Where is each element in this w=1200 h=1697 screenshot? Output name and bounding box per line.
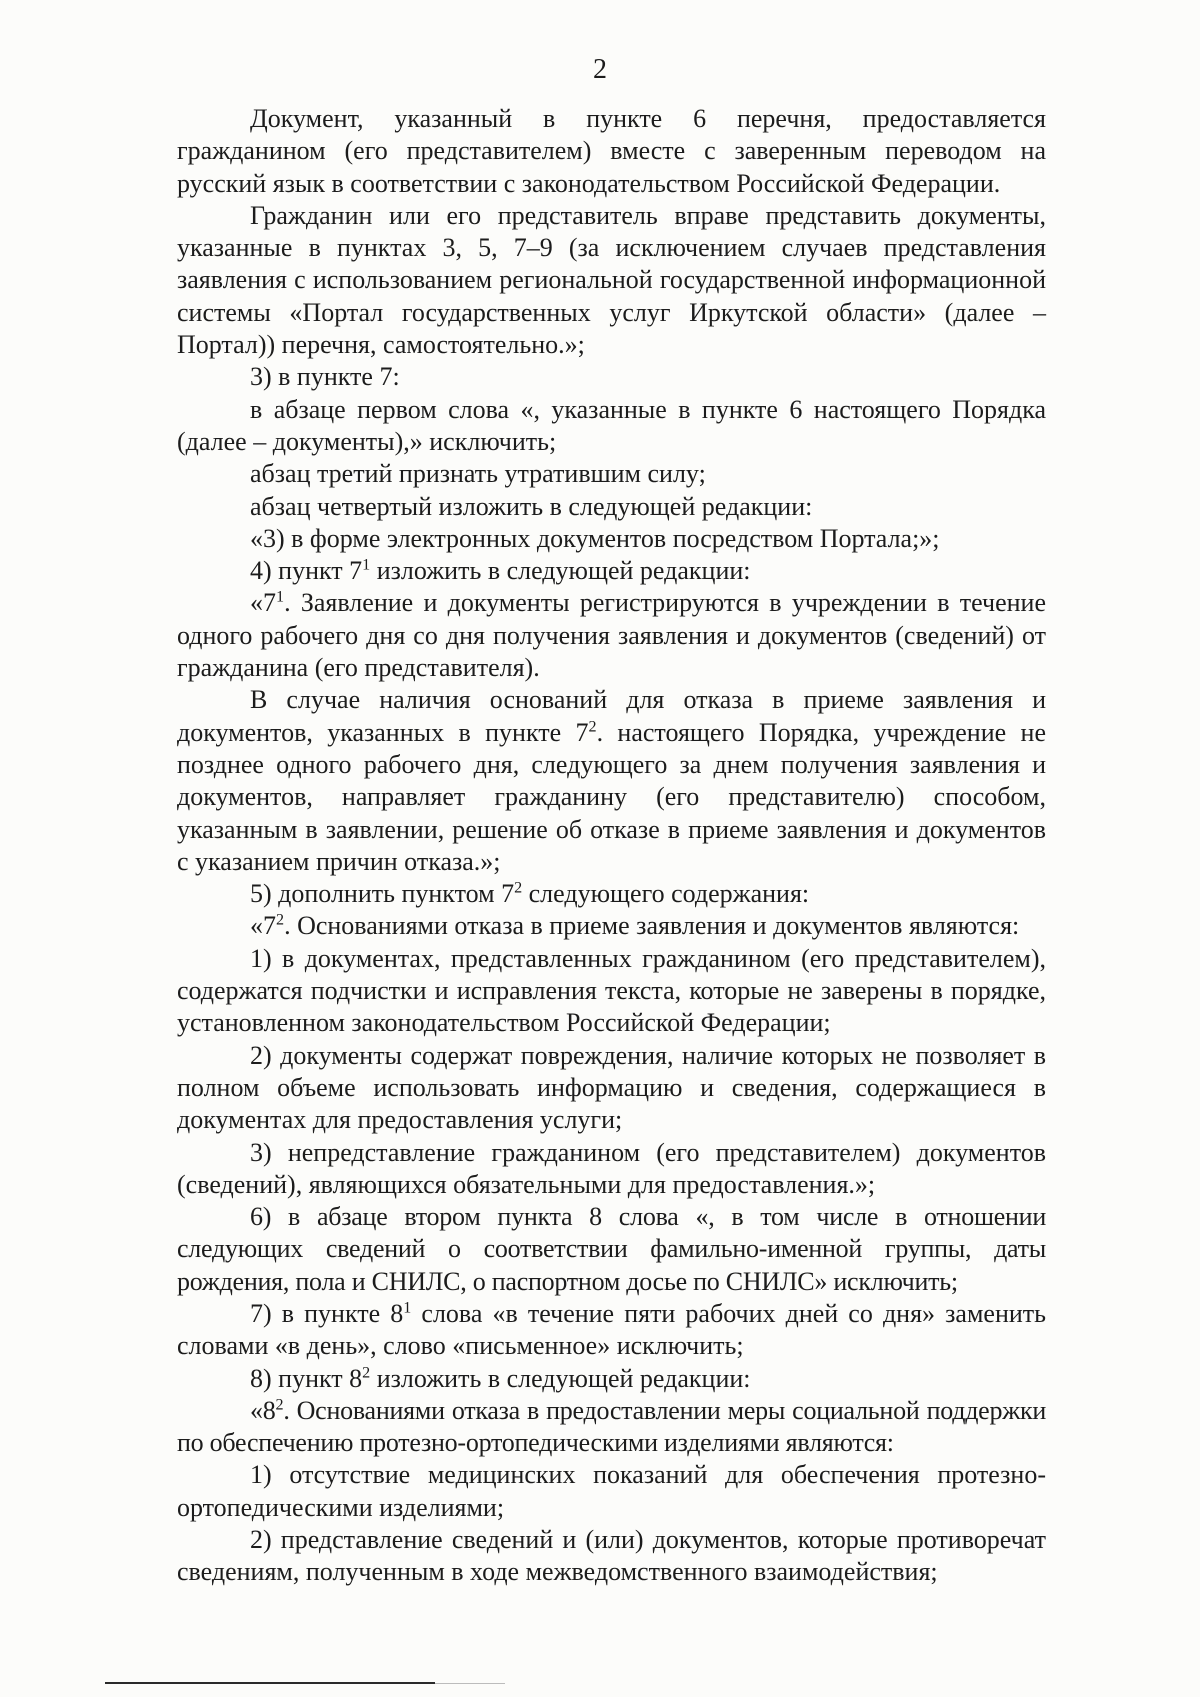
paragraph-text: . Основаниями отказа в предоставлении меры социальной поддержки по обеспечению протезно-ортопедическими изделиями являются: [177, 1395, 1046, 1458]
paragraph-text: изложить в следующей редакции: [370, 556, 751, 586]
paragraph-text: . Заявление и документы регистрируются в учреждении в течение одного рабочего дня со дня получения заявления и документов (сведений) от гражданина (его представителя). [177, 588, 1046, 683]
paragraph-text: В случае наличия оснований для отказа в приеме заявления и документов, указанных в пункте 7 [177, 685, 1046, 747]
paragraph [177, 103, 1046, 200]
paragraph [177, 587, 1046, 684]
document-body [177, 103, 1046, 1589]
paragraph [177, 878, 1046, 910]
paragraph-text: абзац третий признать утратившим силу; [250, 459, 706, 489]
paragraph-text: 2) представление сведений и (или) документов, которые противоречат сведениям, полученным в ходе межведомственного взаимодействия; [177, 1525, 1046, 1587]
paragraph-text: 8) пункт 8 [250, 1363, 363, 1393]
paragraph [177, 200, 1046, 361]
paragraph-text: «8 [250, 1395, 276, 1425]
paragraph-text: «7 [250, 911, 276, 941]
superscript: 2 [276, 911, 285, 929]
paragraph-text: изложить в следующей редакции: [370, 1363, 751, 1393]
page-number: 2 [593, 54, 607, 85]
paragraph [177, 1040, 1046, 1137]
paragraph [177, 684, 1046, 878]
paragraph-text: 5) дополнить пунктом 7 [250, 879, 515, 909]
paragraph [177, 1137, 1046, 1202]
paragraph-text: 1) в документах, представленных гражданином (его представителем), содержатся подчистки и исправления текста, которые не заверены в порядке, установленном законодательством Российской Федерации; [177, 943, 1046, 1038]
paragraph-text: абзац четвертый изложить в следующей редакции: [250, 491, 813, 521]
paragraph-text: Документ, указанный в пункте 6 перечня, предоставляется гражданином (его представителем) вместе с заверенным переводом на русский язык в соответствии с законодательством Российской Федерации. [177, 104, 1046, 198]
paragraph [177, 910, 1046, 942]
superscript: 2 [588, 717, 597, 735]
paragraph-text: «7 [250, 588, 276, 618]
paragraph [177, 1459, 1046, 1524]
paragraph [177, 458, 1046, 490]
paragraph [177, 943, 1046, 1040]
paragraph-text: следующего содержания: [522, 879, 810, 909]
paragraph [177, 1395, 1046, 1460]
paragraph-text: 6) в абзаце втором пункта 8 слова «, в том числе в отношении следующих сведений о соответствии фамильно-именной группы, даты рождения, пола и СНИЛС, о паспортном досье по СНИЛС» исключить; [177, 1202, 1046, 1296]
paragraph-text: 4) пункт 7 [250, 556, 363, 586]
paragraph-text: в абзаце первом слова «, указанные в пункте 6 настоящего Порядка (далее – документы),» исключить; [177, 394, 1046, 456]
paragraph-text: 1) отсутствие медицинских показаний для обеспечения протезно-ортопедическими изделиями; [177, 1460, 1046, 1522]
bottom-rule-faint [435, 1683, 505, 1684]
paragraph-text: 2) документы содержат повреждения, наличие которых не позволяет в полном объеме использовать информацию и сведения, содержащиеся в документах для предоставления услуги; [177, 1040, 1046, 1135]
paragraph-text: Гражданин или его представитель вправе представить документы, указанные в пунктах 3, 5, 7–9 (за исключением случаев представления заявления с использованием региональной государственной информационной системы «Портал государственных услуг Иркутской области» (далее – Портал)) перечня, самостоятельно.»; [177, 200, 1046, 360]
paragraph-text: 3) в пункте 7: [250, 362, 400, 392]
paragraph-text: . Основаниями отказа в приеме заявления и документов являются: [284, 911, 1020, 941]
superscript: 1 [403, 1299, 412, 1317]
paragraph [177, 523, 1046, 555]
paragraph-text: . настоящего Порядка, учреждение не позднее одного рабочего дня, следующего за днем получения заявления и документов, направляет гражданину (его представителю) способом, указанным в заявлении, решение об отказе в приеме заявления и документов с указанием причин отказа.»; [177, 717, 1046, 876]
superscript: 2 [275, 1396, 284, 1414]
paragraph [177, 491, 1046, 523]
superscript: 1 [362, 556, 371, 574]
superscript: 2 [514, 879, 523, 897]
paragraph-text: 3) непредставление гражданином (его представителем) документов (сведений), являющихся обязательными для предоставления.»; [177, 1137, 1046, 1199]
paragraph-text: «3) в форме электронных документов посредством Портала;»; [250, 523, 940, 553]
paragraph-text: слова «в течение пяти рабочих дней со дня» заменить словами «в день», слово «письменное» исключить; [177, 1298, 1046, 1361]
paragraph [177, 1201, 1046, 1298]
superscript: 1 [276, 588, 285, 606]
paragraph [177, 394, 1046, 459]
paragraph [177, 1363, 1046, 1395]
paragraph-text: 7) в пункте 8 [250, 1298, 404, 1328]
paragraph [177, 1524, 1046, 1589]
bottom-rule [105, 1682, 435, 1684]
paragraph [177, 361, 1046, 393]
superscript: 2 [362, 1363, 371, 1381]
paragraph [177, 1298, 1046, 1363]
paragraph [177, 555, 1046, 587]
